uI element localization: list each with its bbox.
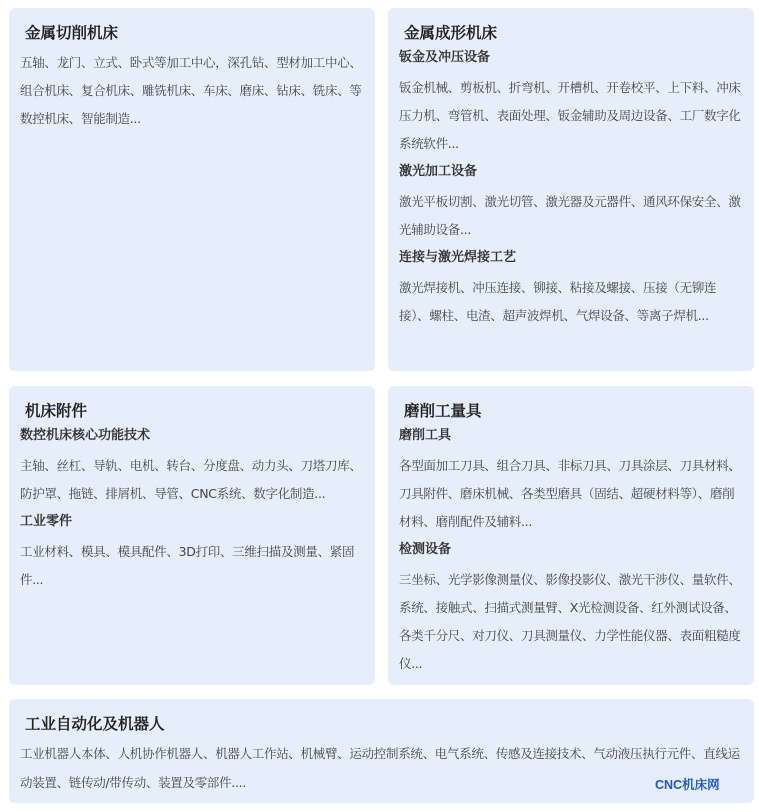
card-metal-cutting[interactable] (9, 8, 375, 371)
card-title[interactable]: 金属切削机床 (25, 24, 119, 42)
section-description: 各型面加工刀具、组合刀具、非标刀具、刀具涂层、刀具材料、刀具附件、磨床机械、各类型磨具（固结、超硬材料等）、磨削材料、磨削配件及辅料... (399, 458, 741, 529)
card-automation-robotics[interactable] (9, 699, 754, 803)
section-title[interactable]: 磨削工具 (399, 428, 452, 443)
card-accessories[interactable] (9, 386, 375, 685)
section-description: 主轴、丝杠、导轨、电机、转台、分度盘、动力头、刀塔刀库、防护罩、拖链、排屑机、导管、CNC系统、数字化制造... (20, 458, 362, 501)
section-title[interactable]: 检测设备 (399, 542, 452, 557)
card-description: 工业机器人本体、人机协作机器人、机器人工作站、机械臂、运动控制系统、电气系统、传感及连接技术、气动液压执行元件、直线运动装置、链传动/带传动、装置及零部件.... (20, 746, 740, 790)
section-description: 钣金机械、剪板机、折弯机、开槽机、开卷校平、上下料、冲床压力机、弯管机、表面处理、钣金辅助及周边设备、工厂数字化系统软件... (399, 80, 741, 151)
card-title[interactable]: 工业自动化及机器人 (25, 715, 165, 733)
section-title[interactable]: 数控机床核心功能技术 (20, 428, 151, 443)
card-title[interactable]: 磨削工量具 (404, 402, 482, 420)
section-description: 激光平板切割、激光切管、激光器及元器件、通风环保安全、激光辅助设备... (399, 194, 741, 237)
section-description: 工业材料、模具、模具配件、3D打印、三维扫描及测量、紧固件... (20, 544, 355, 587)
card-title[interactable]: 金属成形机床 (404, 24, 498, 42)
section-title[interactable]: 激光加工设备 (399, 164, 478, 179)
card-description: 五轴、龙门、立式、卧式等加工中心，深孔钻、型材加工中心、组合机床、复合机床、雕铣机床、车床、磨床、钻床、铣床、等数控机床、智能制造... (20, 55, 362, 126)
section-title[interactable]: 连接与激光焊接工艺 (399, 250, 517, 265)
section-title[interactable]: 工业零件 (20, 514, 73, 529)
card-title[interactable]: 机床附件 (25, 402, 88, 420)
card-grinding-tools[interactable] (388, 386, 754, 685)
card-metal-forming[interactable] (388, 8, 754, 371)
section-description: 激光焊接机、冲压连接、铆接、粘接及螺接、压接（无铆连接）、螺柱、电渣、超声波焊机、气焊设备、等离子焊机... (399, 280, 717, 323)
section-description: 三坐标、光学影像测量仪、影像投影仪、激光干涉仪、量软件、系统、接触式、扫描式测量臂、X光检测设备、红外测试设备、各类千分尺、对刀仪、刀具测量仪、力学性能仪器、表面粗糙度仪... (399, 572, 741, 671)
site-watermark: CNC机床网 (655, 778, 720, 792)
section-title[interactable]: 钣金及冲压设备 (399, 50, 491, 65)
